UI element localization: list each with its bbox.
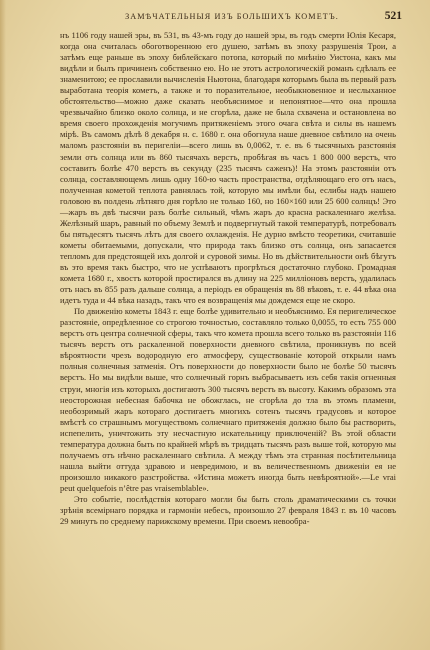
page-header xyxy=(52,10,412,24)
page-gutter-shadow xyxy=(0,0,6,650)
paragraph: По движенію кометы 1843 г. еще болѣе удивительно и необъяснимо. Ея перигелическое разстояніе, опредѣленное со строгою точностью, составляло только 0,0055, то есть 755 000 верстъ отъ центра солнечной сферы, такъ что комета прошла всего только въ разстояніи 116 тысячъ верстъ отъ раскаленной поверхности дневного свѣтила, проникнувъ по всей вѣроятности чрезъ водородную его атмосферу, существованіе которой открыли намъ полныя солнечныя затменія. Отъ поверхности до поверхности было не болѣе 50 тысячъ верстъ. Но мы видѣли выше, что солнечный горнъ выбрасываетъ изъ себя такія огненныя струи, многія изъ которыхъ достигаютъ 300 тысячъ верстъ въ высоту. Какимъ образомъ эта неосторожная небесная бабочка не обожглась, не сгорѣла до тла въ этомъ пламени, необозримый жаръ котораго достигаетъ многихъ сотенъ тысячъ градусовъ и которое вмѣстѣ со страшнымъ могуществомъ солнечнаго притяженія должно было бы растворить, испепелить, уничтожить эту несчастную искательницу приключеній? Въ этой области температура должна быть по крайней мѣрѣ въ тридцать тысячъ разъ выше той, которую мы получаемъ отъ нѣчно раскаленнаго свѣтила. А между тѣмъ эта странная посѣтительница нашла выйти оттуда здравою и невредимою, и въ величественномъ движеніи ея не произошло никакого разстройства. «Истина можетъ иногда быть невѣроятной».—Le vrai peut quelquefois n’être pas vraisemblable». xyxy=(60,306,396,493)
paragraph: Это событіе, послѣдствія котораго могли бы быть столь драматическими съ точки зрѣнія всемірнаго порядка и гармоніи небесъ, произошло 27 февраля 1843 г. въ 10 часовъ 29 минутъ по среднему парижскому времени. При своемъ невообра- xyxy=(60,493,396,527)
running-title: ЗАМѢЧАТЕЛЬНЫЯ ИЗЪ БОЛЬШИХЪ КОМЕТЪ. xyxy=(125,12,339,21)
paragraph: нъ 1106 году нашей эры, въ 531, въ 43-мъ году до нашей эры, въ годъ смерти Юлія Кесаря, когда она считалась обоготворенною его душею, затѣмъ въ эпоху разрушенія Трои, а затѣмъ еще раньше въ эпоху библейскаго потопа, который по мнѣнію Уистона, какъ мы видѣли и былъ причиненъ собственно ею. Но не этотъ астрологическій романъ сдѣлалъ ее знаменитою; ее прославили вычисленія Ньютона, благодаря которымъ была въ первый разъ выработана теорія кометъ, а также и то поразительное, необыкновенное и неслыханное обстоятельство—можно даже сказать необъяснимое и непонятное—что она прошла чрезвычайно близко около солнца, и не сгорѣла, даже не была схвачена и остановлена во время своего прохожденія могучимъ притяженіемъ этого очага свѣта и силы въ нашемъ мірѣ. Въ самомъ дѣлѣ 8 декабря н. с. 1680 г. она обогнула наше дневное свѣтило на очень маломъ разстояніи въ перигеліи—всего лишь въ 0,0062, т. е. въ 6 тысячныхъ разстоянія земли отъ солнца или въ 860 тысячахъ верстъ, пробѣгая въ часъ 1 800 000 верстъ, что составитъ болѣе 470 верстъ въ секунду (235 тысячъ саженъ)! На этомъ разстояніи отъ солнца, составляющемъ лишь одну 160-ю часть пространства, отдѣляющаго его отъ насъ, полученная кометой теплота равнялась той, которую мы имѣли бы, еслибы надъ нашею головою въ полдень лѣтняго дня горѣло не только 160, но 160×160 или 25 600 солнцъ! Это—жаръ въ двѣ тысячи разъ болѣе сильный, чѣмъ жаръ до красна раскаленнаго желѣза. Желѣзный шаръ, равный по объему Землѣ и подвергнутый такой температурѣ, потребовалъ бы пятьдесятъ тысячъ лѣтъ для своего охлажденія. Не дурно вмѣсто теоретики, считавшіе кометы обитаемыми, допускали, что природа такъ близко отъ солнца, онъ запасается тепломъ для предстоящей ихъ долгой и суровой зимы. Но въ дѣйствительности онѣ бѣгутъ въ это время такъ быстро, что не успѣваютъ прогрѣться достаточно глубоко. Громадная комета 1680 г., хвостъ которой простирался въ длину на 225 милліоновъ верстъ, удалилась отъ насъ въ 855 разъ дальше солнца, а періодъ ея обращенія въ 88 вѣковъ, т. е. 44 вѣка она идетъ туда и 44 вѣка назадъ, такъ что ея возвращенія мы дождемся еще не скоро. xyxy=(60,30,396,306)
body-text xyxy=(60,30,396,645)
page-number: 521 xyxy=(384,10,402,22)
